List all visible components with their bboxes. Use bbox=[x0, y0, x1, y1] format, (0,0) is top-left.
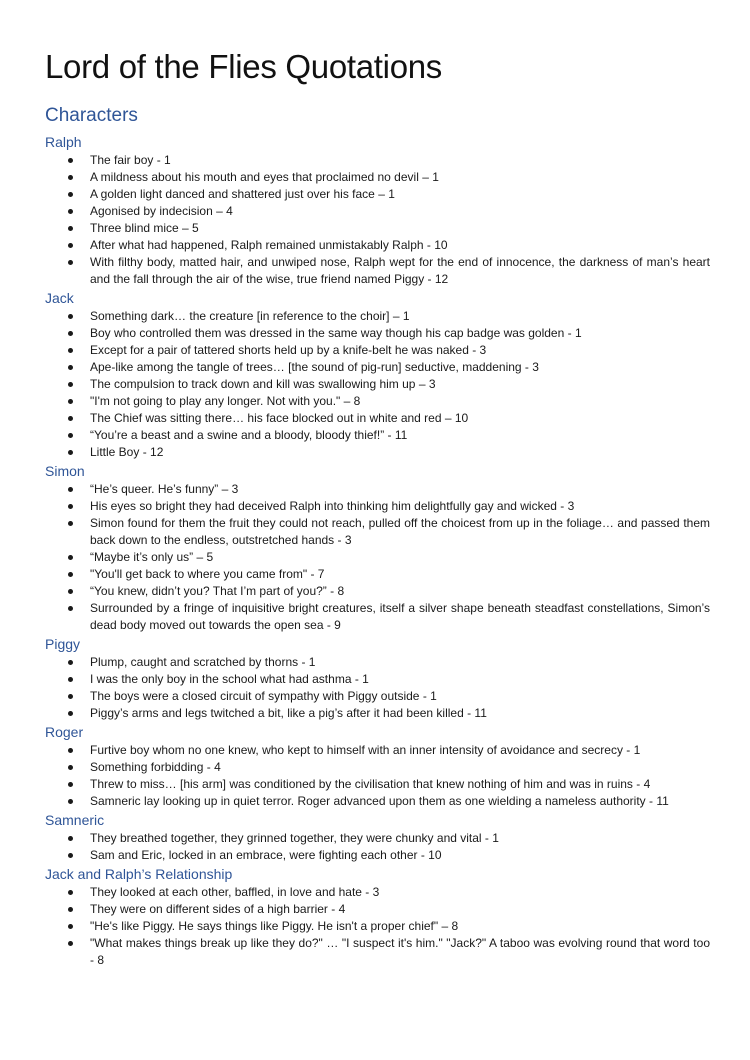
section-title-roger: Roger bbox=[45, 724, 84, 740]
quote-item: “He’s queer. He’s funny” – 3 bbox=[45, 481, 710, 498]
quote-item: I was the only boy in the school what had asthma - 1 bbox=[45, 671, 710, 688]
section-title-ralph: Ralph bbox=[45, 134, 82, 150]
section-title-jack-and-ralph-s-relationship: Jack and Ralph’s Relationship bbox=[45, 866, 233, 882]
quote-list-piggy bbox=[45, 654, 710, 722]
section-heading-characters: Characters bbox=[45, 105, 138, 126]
quote-item: Except for a pair of tattered shorts held up by a knife-belt he was naked - 3 bbox=[45, 342, 710, 359]
quote-item: Samneric lay looking up in quiet terror. Roger advanced upon them as one wielding a nameless authority - 11 bbox=[45, 793, 710, 810]
quote-item: Simon found for them the fruit they could not reach, pulled off the choicest from up in the foliage… and passed them back down to the endless, outstretched hands - 3 bbox=[45, 515, 710, 549]
quote-item: "What makes things break up like they do?" … "I suspect it's him." "Jack?" A taboo was evolving round that word too - 8 bbox=[45, 935, 710, 969]
quote-item: They breathed together, they grinned together, they were chunky and vital - 1 bbox=[45, 830, 710, 847]
quote-item: His eyes so bright they had deceived Ralph into thinking him delightfully gay and wicked - 3 bbox=[45, 498, 710, 515]
quote-item: Little Boy - 12 bbox=[45, 444, 710, 461]
quote-item: They looked at each other, baffled, in love and hate - 3 bbox=[45, 884, 710, 901]
quote-item: "He's like Piggy. He says things like Piggy. He isn't a proper chief" – 8 bbox=[45, 918, 710, 935]
quote-item: "I'm not going to play any longer. Not with you." – 8 bbox=[45, 393, 710, 410]
quote-item: “Maybe it’s only us” – 5 bbox=[45, 549, 710, 566]
section-title-samneric: Samneric bbox=[45, 812, 105, 828]
quote-item: Something dark… the creature [in reference to the choir] – 1 bbox=[45, 308, 710, 325]
quote-item: Three blind mice – 5 bbox=[45, 220, 710, 237]
quote-item: After what had happened, Ralph remained unmistakably Ralph - 10 bbox=[45, 237, 710, 254]
quote-item: Ape-like among the tangle of trees… [the sound of pig-run] seductive, maddening - 3 bbox=[45, 359, 710, 376]
quote-item: “You knew, didn’t you? That I’m part of you?” - 8 bbox=[45, 583, 710, 600]
section-title-piggy: Piggy bbox=[45, 636, 81, 652]
quote-item: Surrounded by a fringe of inquisitive bright creatures, itself a silver shape beneath steadfast constellations, Simon’s dead body moved out towards the open sea - 9 bbox=[45, 600, 710, 634]
quote-item: With filthy body, matted hair, and unwiped nose, Ralph wept for the end of innocence, the darkness of man’s heart and the fall through the air of the wise, true friend named Piggy - 12 bbox=[45, 254, 710, 288]
quote-item: "You'll get back to where you came from" - 7 bbox=[45, 566, 710, 583]
quote-item: A golden light danced and shattered just over his face – 1 bbox=[45, 186, 710, 203]
quote-list-jack bbox=[45, 308, 710, 461]
quote-item: The compulsion to track down and kill was swallowing him up – 3 bbox=[45, 376, 710, 393]
quote-item: A mildness about his mouth and eyes that proclaimed no devil – 1 bbox=[45, 169, 710, 186]
section-title-simon: Simon bbox=[45, 463, 85, 479]
quote-item: “You’re a beast and a swine and a bloody, bloody thief!” - 11 bbox=[45, 427, 710, 444]
quote-item: Plump, caught and scratched by thorns - 1 bbox=[45, 654, 710, 671]
quote-item: The Chief was sitting there… his face blocked out in white and red – 10 bbox=[45, 410, 710, 427]
quote-item: The fair boy - 1 bbox=[45, 152, 710, 169]
quote-item: Sam and Eric, locked in an embrace, were fighting each other - 10 bbox=[45, 847, 710, 864]
quote-list-ralph bbox=[45, 152, 710, 288]
quote-item: Furtive boy whom no one knew, who kept to himself with an inner intensity of avoidance and secrecy - 1 bbox=[45, 742, 710, 759]
quote-list-jack-and-ralph-s-relationship bbox=[45, 884, 710, 969]
quote-item: Agonised by indecision – 4 bbox=[45, 203, 710, 220]
quote-item: Threw to miss… [his arm] was conditioned by the civilisation that knew nothing of him and was in ruins - 4 bbox=[45, 776, 710, 793]
document-title: Lord of the Flies Quotations bbox=[45, 48, 442, 85]
quote-item: Boy who controlled them was dressed in the same way though his cap badge was golden - 1 bbox=[45, 325, 710, 342]
section-title-jack: Jack bbox=[45, 290, 74, 306]
character-sections bbox=[45, 133, 710, 970]
quote-item: Something forbidding - 4 bbox=[45, 759, 710, 776]
quote-list-samneric bbox=[45, 830, 710, 864]
quote-item: Piggy’s arms and legs twitched a bit, like a pig’s after it had been killed - 11 bbox=[45, 705, 710, 722]
quote-list-roger bbox=[45, 742, 710, 810]
quote-item: They were on different sides of a high barrier - 4 bbox=[45, 901, 710, 918]
quote-item: The boys were a closed circuit of sympathy with Piggy outside - 1 bbox=[45, 688, 710, 705]
quote-list-simon bbox=[45, 481, 710, 634]
